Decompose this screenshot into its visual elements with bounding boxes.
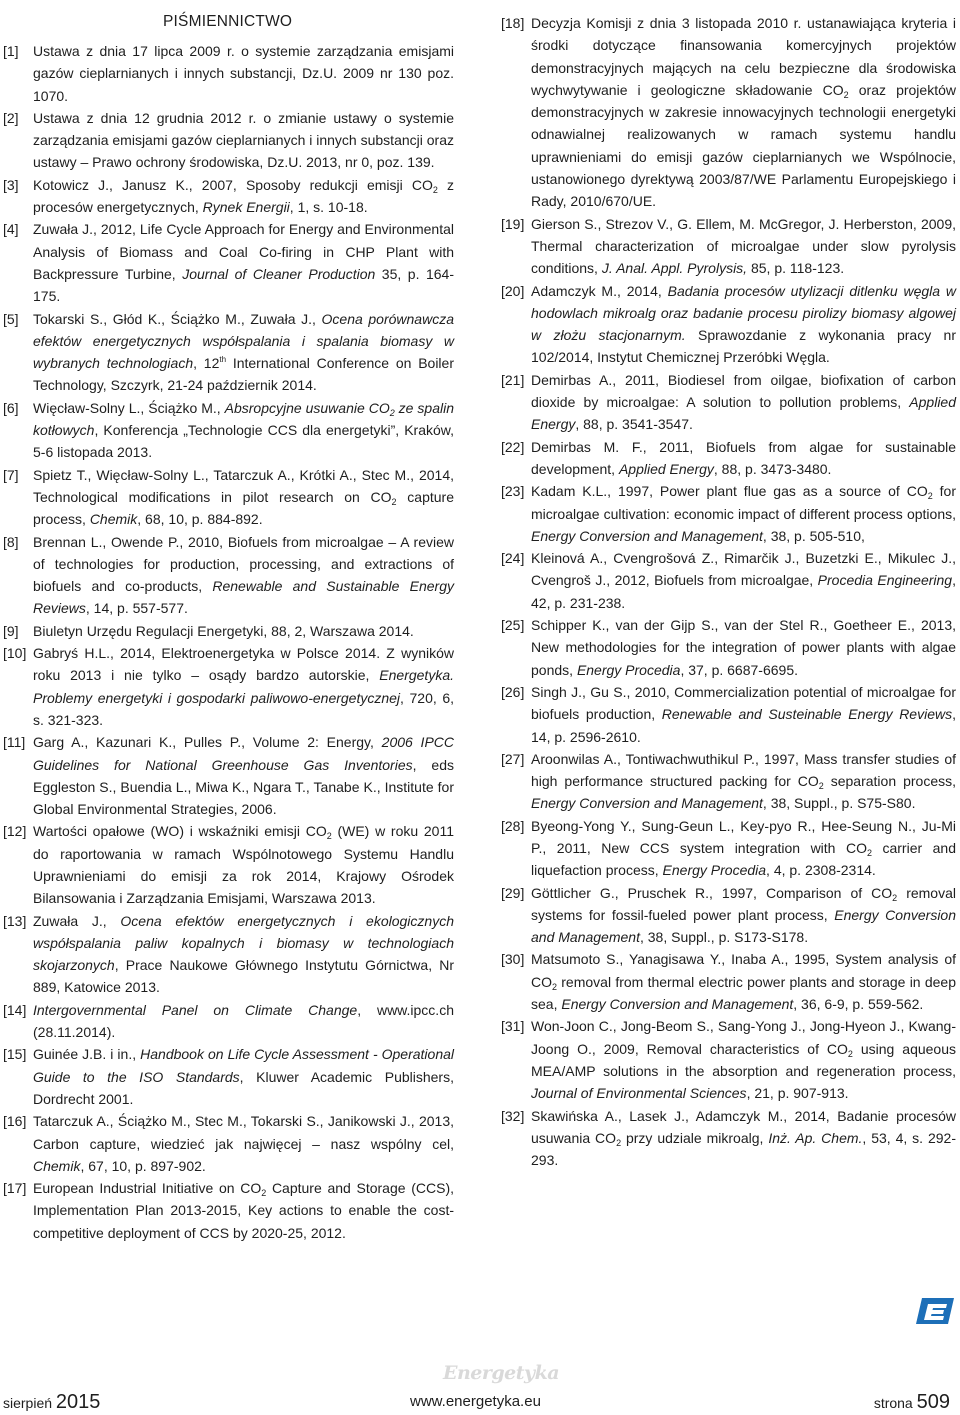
reference-number: [25] (501, 617, 525, 634)
reference-item (3, 731, 454, 820)
footer-page-label: strona (873, 1395, 913, 1411)
reference-text: Wartości opałowe (WO) i wskaźniki emisji $CO_2$ (WE) w roku 2011 do raportowania w ramach Wspólnotowego Systemu Handlu Uprawnieniami do emisji za rok 2014, Krajowy Ośrodek Bilansowania i Zarządzania Emisjami, Warszawa 2013. (33, 823, 455, 907)
energetyka-logo-icon (914, 1296, 956, 1326)
reference-text: Ustawa z dnia 17 lipca 2009 r. o systemie zarządzania emisjami gazów cieplarnianych i innych substancji, Dz.U. 2009 nr 130 poz. 1070. (33, 43, 454, 104)
reference-item (501, 748, 956, 815)
reference-item (501, 948, 956, 1015)
reference-item (501, 815, 956, 882)
reference-list-left (3, 40, 454, 1244)
reference-item (501, 1015, 956, 1104)
reference-text: Gierson S., Strezov V., G. Ellem, M. McGregor, J. Herberston, 2009, Thermal characterization of microalgae under slow pyrolysis conditions, J. Anal. Appl. Pyrolysis, 85, p. 118-123. (531, 215, 956, 277)
reference-item (3, 1110, 454, 1177)
reference-text: Gabryś H.L., 2014, Elektroenergetyka w Polsce 2014. Z wyników roku 2013 i nie tylko – osądy bardzo autorskie, Energetyka. Problemy energetyki i gospodarki paliwowo-energetycznej, 720, 6, s. 321-323. (33, 645, 455, 728)
reference-item (3, 397, 454, 464)
reference-number: [3] (3, 176, 19, 193)
reference-number: [1] (3, 43, 19, 59)
reference-item (3, 107, 454, 174)
reference-item (3, 620, 454, 642)
footer-website[interactable]: www.energetyka.eu (410, 1393, 541, 1410)
reference-text: European Industrial Initiative on $CO_2$ Capture and Storage (CCS), Implementation Plan 2013-2015, Key actions to enable the cost-competitive deployment of CCS by 2020-25, 2012. (33, 1180, 454, 1241)
reference-text: Garg A., Kazunari K., Pulles P., Volume 2: Energy, 2006 IPCC Guidelines for National Greenhouse Gas Inventories, eds Eggleston S., Buendia L., Miwa K., Ngara T., Tanabe K., Institute for Global Environmental Strategies, 2006. (33, 734, 455, 818)
footer-issue-date (3, 1390, 100, 1415)
reference-number: [11] (3, 734, 26, 751)
reference-text: Aroonwilas A., Tontiwachwuthikul P., 1997, Mass transfer studies of high performance structured packing for $CO_2$ separation process, Energy Conversion and Management, 38, Suppl., p. S75-S80. (531, 750, 956, 812)
reference-item (3, 1043, 454, 1110)
reference-text: Spietz T., Więcław-Solny L., Tatarczuk A., Krótki A., Stec M., 2014, Technological modifications in pilot research on $CO_2$ capture process, Chemik, 68, 10, p. 884-892. (33, 466, 454, 528)
reference-item (501, 213, 956, 280)
section-title: PIŚMIENNICTWO (163, 13, 293, 30)
reference-number: [16] (3, 1113, 27, 1130)
reference-item (3, 40, 454, 107)
reference-item (3, 642, 454, 731)
reference-text: Demirbas A., 2011, Biodiesel from oilgae, biofixation of carbon dioxide by microalgae: A solution to pollution problems, Applied Energy, 88, p. 3541-3547. (531, 371, 956, 433)
footer-year: 2015 (55, 1391, 101, 1413)
reference-item (3, 999, 454, 1044)
references-column-right (501, 12, 956, 1171)
reference-text: Zuwała J., 2012, Life Cycle Approach for Energy and Environmental Analysis of Biomass and Coal Co-firing in CHP Plant with Backpressure Turbine, Journal of Cleaner Production 35, p. 164-175. (33, 221, 454, 305)
reference-text: Decyzja Komisji z dnia 3 listopada 2010 r. ustanawiająca kryteria i środki dotyczące finansowania komercyjnych projektów demonstracyjnych mających na celu bezpieczne dla środowiska wychwytywanie i geologiczne składowanie $CO_2$ oraz projektów demonstracyjnych w zakresie innowacyjnych technologii energetyki odnawialnej realizowanych w ramach systemu handlu uprawnieniami do emisji gazów cieplarnianych we Wspólnocie, ustanowionego dyrektywą 2003/87/WE Parlamentu Europejskiego i Rady, 2010/670/UE. (531, 15, 956, 210)
reference-number: [19] (501, 215, 525, 232)
masthead-logo: Energetyka (443, 1362, 560, 1384)
reference-text: Won-Joon C., Jong-Beom S., Sang-Yong J., Jong-Hyeon J., Kwang-Joong O., 2009, Removal characteristics of $CO_2$ using aqueous MEA/AMP solutions in the absorption and regeneration process, Journal of Environmental Sciences, 21, p. 907-913. (531, 1018, 956, 1102)
reference-text: Byeong-Yong Y., Sung-Geun L., Key-pyo R., Hee-Seung N., Ju-Mi P., 2011, New CCS system integration with $CO_2$ carrier and liquefaction process, Energy Procedia, 4, p. 2308-2314. (531, 817, 957, 879)
reference-number: [20] (501, 282, 525, 299)
reference-text: Kotowicz J., Janusz K., 2007, Sposoby redukcji emisji $CO_2$ z procesów energetycznych, Rynek Energii, 1, s. 10-18. (33, 176, 455, 216)
reference-text: Skawińska A., Lasek J., Adamczyk M., 2014, Badanie procesów usuwania $CO_2$ przy udziale mikroalg, Inż. Ap. Chem., 53, 4, s. 292-293. (531, 1107, 956, 1169)
reference-text: Tokarski S., Głód K., Ściążko M., Zuwała J., Ocena porównawcza efektów energetycznych współspalania i spalania biomasy w wybranych technologiach, 12th International Conference on Boiler Technology, Szczyrk, 21-24 październik 2014. (33, 310, 454, 394)
reference-item (501, 882, 956, 949)
reference-number: [18] (501, 15, 525, 31)
reference-text: Ustawa z dnia 12 grudnia 2012 r. o zmianie ustawy o systemie zarządzania emisjami gazów cieplarnianych i innych substancji oraz ustawy – Prawo ochrony środowiska, Dz.U. 2013, nr 0, poz. 139. (33, 109, 454, 171)
reference-number: [9] (3, 622, 19, 639)
reference-number: [32] (501, 1107, 525, 1124)
reference-item (501, 480, 956, 547)
reference-text: Schipper K., van der Gijp S., van der Stel R., Goetheer E., 2013, New methodologies for the integration of power plants with algae ponds, Energy Procedia, 37, p. 6687-6695. (531, 617, 956, 678)
reference-number: [22] (501, 438, 525, 455)
reference-number: [12] (3, 823, 27, 840)
reference-text: Adamczyk M., 2014, Badania procesów utylizacji ditlenku węgla w hodowlach mikroalg oraz badanie procesu pirolizy biomasy algowej w złożu stacjonarnym. Sprawozdanie z wykonania pracy nr 102/2014, Instytut Chemicznej Przeróbki Węgla. (531, 282, 957, 366)
reference-number: [15] (3, 1046, 27, 1063)
reference-text: Singh J., Gu S., 2010, Commercialization potential of microalgae for biofuels production, Renewable and Susteinable Energy Reviews, 14, p. 2596-2610. (531, 683, 956, 745)
reference-item (3, 1177, 454, 1244)
reference-number: [28] (501, 817, 525, 834)
footer-month: sierpień (3, 1395, 53, 1411)
reference-item (501, 280, 956, 369)
reference-item (501, 12, 956, 213)
reference-text: Guinée J.B. i in., Handbook on Life Cycle Assessment - Operational Guide to the ISO Standards, Kluwer Academic Publishers, Dordrecht 2001. (33, 1046, 455, 1107)
reference-text: Matsumoto S., Yanagisawa Y., Inaba A., 1995, System analysis of $CO_2$ removal from thermal electric power plants and storage in deep sea, Energy Conversion and Management, 36, 6-9, p. 559-562. (531, 951, 956, 1013)
reference-item (501, 369, 956, 436)
reference-item (501, 1105, 956, 1172)
reference-text: Intergovernmental Panel on Climate Change, www.ipcc.ch (28.11.2014). (33, 1001, 454, 1041)
reference-number: [2] (3, 109, 19, 126)
references-column-left (3, 12, 454, 1244)
reference-text: Göttlicher G., Pruschek R., 1997, Comparison of $CO_2$ removal systems for fossil-fueled power plant process, Energy Conversion and Management, 38, Suppl., p. S173-S178. (531, 884, 956, 946)
reference-number: [7] (3, 466, 19, 483)
reference-number: [26] (501, 683, 525, 700)
reference-item (501, 436, 956, 481)
reference-item (501, 614, 956, 681)
reference-text: Brennan L., Owende P., 2010, Biofuels from microalgae – A review of technologies for production, processing, and extractions of biofuels and co-products, Renewable and Sustainable Energy Reviews, 14, p. 557-577. (33, 533, 454, 617)
reference-number: [30] (501, 951, 525, 968)
reference-number: [10] (3, 645, 27, 662)
reference-text: Więcław-Solny L., Ściążko M., Absropcyjne usuwanie $CO_2$ ze spalin kotłowych, Konferencja „Technologie CCS dla energetyki”, Kraków, 5-6 listopada 2013. (33, 399, 454, 461)
reference-number: [17] (3, 1180, 27, 1197)
reference-text: Kadam K.L., 1997, Power plant flue gas as a source of $CO_2$ for microalgae cultivation: economic impact of different process options, Energy Conversion and Management, 38, p. 505-510, (531, 483, 956, 544)
footer-page (874, 1390, 950, 1415)
reference-number: [29] (501, 884, 525, 901)
reference-item (3, 308, 454, 397)
reference-item (501, 547, 956, 614)
reference-number: [21] (501, 371, 525, 388)
reference-number: [27] (501, 750, 525, 767)
reference-number: [8] (3, 533, 19, 550)
reference-list-right (501, 12, 956, 1171)
reference-number: [4] (3, 221, 19, 238)
reference-item (501, 681, 956, 748)
reference-number: [5] (3, 310, 19, 327)
reference-text: Kleinová A., Cvengrošová Z., Rimarčik J., Buzetzki E., Mikulec J., Cvengroš J., 2012, Biofuels from microalgae, Procedia Engineering, 42, p. 231-238. (531, 550, 956, 611)
reference-number: [23] (501, 483, 525, 500)
reference-number: [14] (3, 1001, 27, 1018)
reference-item (3, 820, 454, 909)
reference-item (3, 910, 454, 999)
reference-text: Demirbas M. F., 2011, Biofuels from algae for sustainable development, Applied Energy, 88, p. 3473-3480. (531, 438, 956, 477)
reference-item (3, 174, 454, 219)
reference-item (3, 464, 454, 531)
reference-number: [6] (3, 399, 19, 416)
reference-item (3, 531, 454, 620)
reference-text: Zuwała J., Ocena efektów energetycznych i ekologicznych współspalania paliw kopalnych i biomasy w technologiach skojarzonych, Prace Naukowe Głównego Instytutu Górnictwa, Nr 889, Katowice 2013. (33, 912, 454, 996)
footer-page-number: 509 (916, 1391, 950, 1413)
reference-text: Biuletyn Urzędu Regulacji Energetyki, 88, 2, Warszawa 2014. (33, 622, 414, 639)
reference-number: [24] (501, 550, 525, 567)
reference-number: [31] (501, 1018, 525, 1035)
reference-item (3, 218, 454, 307)
reference-number: [13] (3, 912, 27, 929)
reference-text: Tatarczuk A., Ściążko M., Stec M., Tokarski S., Janikowski J., 2013, Carbon capture, wiedzieć jak najwięcej – nasz wspólny cel, Chemik, 67, 10, p. 897-902. (33, 1113, 454, 1174)
